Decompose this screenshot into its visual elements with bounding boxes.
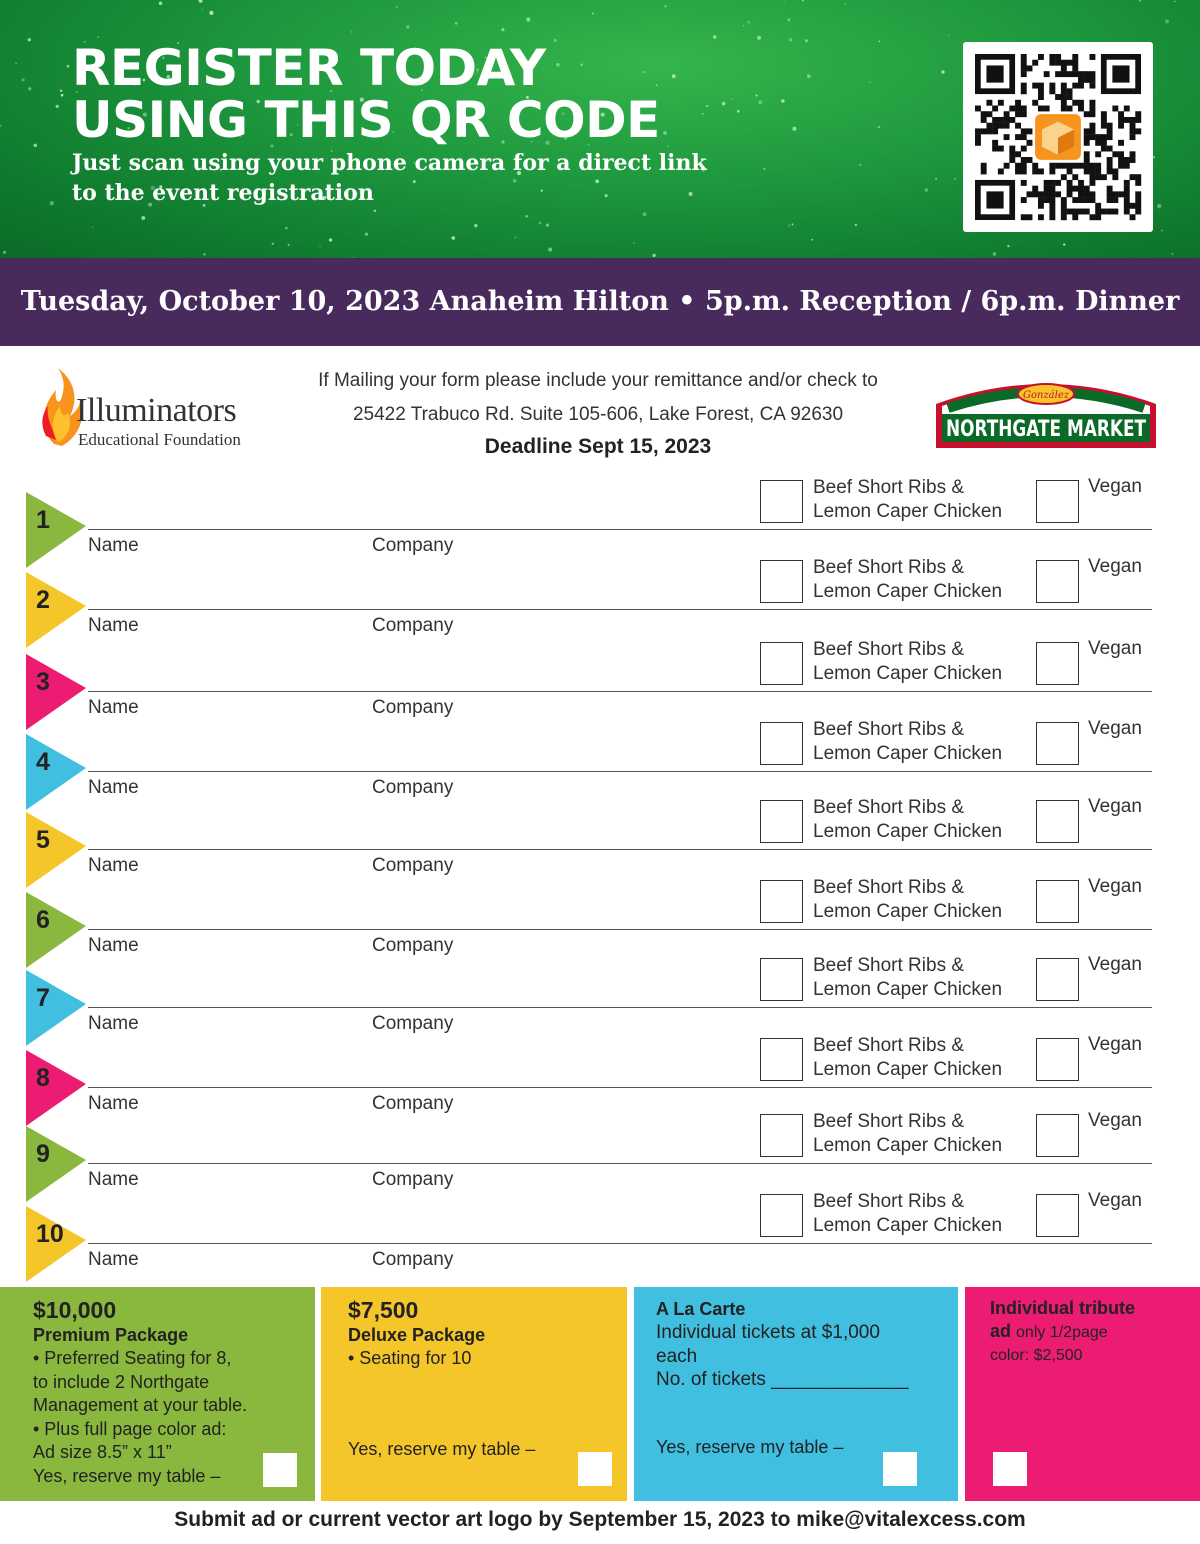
- hero-title: [72, 39, 892, 149]
- registration-row: [0, 948, 1200, 1034]
- company-label: Company: [372, 777, 454, 798]
- registration-row: [0, 790, 1200, 876]
- a-la-carte-reserve-checkbox[interactable]: [883, 1452, 917, 1486]
- qr-code[interactable]: [963, 42, 1153, 232]
- meal-option-label: [813, 718, 1033, 766]
- meal-line1: Beef Short Ribs &: [813, 477, 965, 498]
- meal-option-label: [813, 1190, 1033, 1238]
- beef-chicken-checkbox[interactable]: [760, 1114, 803, 1157]
- premium-price: $10,000: [33, 1297, 117, 1323]
- illuminators-logo-name: Illuminators: [76, 392, 237, 429]
- northgate-name: NORTHGATE MARKET: [946, 417, 1146, 442]
- meal-line1: Beef Short Ribs &: [813, 1035, 965, 1056]
- beef-chicken-checkbox[interactable]: [760, 880, 803, 923]
- deluxe-reserve-checkbox[interactable]: [578, 1452, 612, 1486]
- tribute-title-line1: Individual tribute: [990, 1298, 1136, 1318]
- tribute-title-ad: ad: [990, 1321, 1012, 1341]
- registration-row: [0, 632, 1200, 718]
- vegan-checkbox[interactable]: [1036, 560, 1079, 603]
- name-company-entry-line[interactable]: [88, 529, 1152, 530]
- company-label: Company: [372, 1249, 454, 1270]
- company-label: Company: [372, 855, 454, 876]
- meal-option-label: [813, 638, 1033, 686]
- company-label: Company: [372, 1093, 454, 1114]
- deluxe-package: [321, 1287, 627, 1501]
- vegan-checkbox[interactable]: [1036, 880, 1079, 923]
- hero-title-line1: REGISTER TODAY: [72, 39, 546, 97]
- a-la-carte-line1: Individual tickets at $1,000: [656, 1322, 880, 1343]
- deluxe-line1: • Seating for 10: [348, 1348, 472, 1368]
- name-company-entry-line[interactable]: [88, 1243, 1152, 1244]
- beef-chicken-checkbox[interactable]: [760, 480, 803, 523]
- name-company-entry-line[interactable]: [88, 1163, 1152, 1164]
- name-label: Name: [88, 777, 139, 798]
- vegan-label: Vegan: [1088, 954, 1142, 975]
- meal-option-label: [813, 876, 1033, 924]
- mailing-address: 25422 Trabuco Rd. Suite 105-606, Lake Forest, CA 92630: [352, 404, 844, 425]
- row-number: 10: [36, 1220, 64, 1248]
- meal-line1: Beef Short Ribs &: [813, 639, 965, 660]
- hero-title-line2: USING THIS QR CODE: [72, 91, 660, 149]
- premium-line5: Ad size 8.5” x 11”: [33, 1442, 172, 1462]
- meal-option-label: [813, 954, 1033, 1002]
- premium-line1: • Preferred Seating for 8,: [33, 1348, 232, 1368]
- meal-option-label: [813, 1110, 1033, 1158]
- name-label: Name: [88, 1169, 139, 1190]
- meal-option-label: [813, 476, 1033, 524]
- illuminators-logo-sub: Educational Foundation: [78, 430, 241, 449]
- beef-chicken-checkbox[interactable]: [760, 560, 803, 603]
- meal-line1: Beef Short Ribs &: [813, 1111, 965, 1132]
- name-label: Name: [88, 1013, 139, 1034]
- premium-package: [0, 1287, 315, 1501]
- vegan-label: Vegan: [1088, 638, 1142, 659]
- row-number: 9: [36, 1140, 50, 1168]
- meal-line1: Beef Short Ribs &: [813, 797, 965, 818]
- tribute-price: color: $2,500: [990, 1347, 1083, 1364]
- vegan-label: Vegan: [1088, 476, 1142, 497]
- meal-line2: Lemon Caper Chicken: [813, 901, 1003, 922]
- tribute-checkbox[interactable]: [993, 1452, 1027, 1486]
- meal-line2: Lemon Caper Chicken: [813, 1059, 1003, 1080]
- a-la-carte-ticket-count[interactable]: No. of tickets _____________: [656, 1369, 909, 1390]
- registration-row: [0, 712, 1200, 798]
- name-company-entry-line[interactable]: [88, 771, 1152, 772]
- beef-chicken-checkbox[interactable]: [760, 642, 803, 685]
- vegan-label: Vegan: [1088, 796, 1142, 817]
- vegan-checkbox[interactable]: [1036, 642, 1079, 685]
- name-label: Name: [88, 1249, 139, 1270]
- a-la-carte-reserve-label: Yes, reserve my table –: [656, 1437, 844, 1457]
- northgate-market-logo: [930, 372, 1162, 452]
- name-label: Name: [88, 615, 139, 636]
- name-company-entry-line[interactable]: [88, 929, 1152, 930]
- meal-line1: Beef Short Ribs &: [813, 1191, 965, 1212]
- premium-reserve-checkbox[interactable]: [263, 1453, 297, 1487]
- registration-row: [0, 870, 1200, 956]
- a-la-carte-line2: each: [656, 1345, 698, 1367]
- deadline: Deadline Sept 15, 2023: [484, 435, 712, 458]
- vegan-label: Vegan: [1088, 556, 1142, 577]
- northgate-script: González: [1022, 390, 1070, 401]
- qr-code-icon: [975, 54, 1141, 220]
- vegan-label: Vegan: [1088, 1190, 1142, 1211]
- premium-reserve-label: Yes, reserve my table –: [33, 1465, 221, 1486]
- a-la-carte-package: [634, 1287, 958, 1501]
- row-number: 4: [36, 748, 50, 776]
- name-company-entry-line[interactable]: [88, 1087, 1152, 1088]
- name-company-entry-line[interactable]: [88, 849, 1152, 850]
- company-label: Company: [372, 1169, 454, 1190]
- vegan-label: Vegan: [1088, 876, 1142, 897]
- mailing-instructions: If Mailing your form please include your remittance and/or check to: [318, 370, 878, 391]
- hero-banner: [0, 0, 1200, 258]
- hero-subtitle: [72, 148, 712, 208]
- premium-line3: Management at your table.: [33, 1395, 248, 1415]
- meal-line1: Beef Short Ribs &: [813, 557, 965, 578]
- vegan-checkbox[interactable]: [1036, 722, 1079, 765]
- registration-row: [0, 1028, 1200, 1114]
- tribute-size: only 1/2page: [1016, 1324, 1108, 1341]
- meal-line2: Lemon Caper Chicken: [813, 501, 1003, 522]
- row-number: 7: [36, 984, 50, 1012]
- row-number: 5: [36, 826, 50, 854]
- beef-chicken-checkbox[interactable]: [760, 1038, 803, 1081]
- name-label: Name: [88, 855, 139, 876]
- vegan-checkbox[interactable]: [1036, 1194, 1079, 1237]
- deluxe-price: $7,500: [348, 1297, 419, 1323]
- premium-line2: to include 2 Northgate: [33, 1371, 210, 1392]
- vegan-checkbox[interactable]: [1036, 480, 1079, 523]
- event-details: Tuesday, October 10, 2023 Anaheim Hilton • 5p.m. Reception / 6p.m. Dinner: [20, 286, 1180, 317]
- meal-line2: Lemon Caper Chicken: [813, 821, 1003, 842]
- beef-chicken-checkbox[interactable]: [760, 800, 803, 843]
- row-number: 6: [36, 906, 50, 934]
- name-company-entry-line[interactable]: [88, 609, 1152, 610]
- meal-option-label: [813, 1034, 1033, 1082]
- registration-row: [0, 470, 1200, 556]
- registration-row: [0, 550, 1200, 636]
- meal-line2: Lemon Caper Chicken: [813, 581, 1003, 602]
- name-label: Name: [88, 935, 139, 956]
- row-number: 3: [36, 668, 50, 696]
- vegan-checkbox[interactable]: [1036, 958, 1079, 1001]
- deluxe-reserve-label: Yes, reserve my table –: [348, 1439, 536, 1459]
- a-la-carte-title: A La Carte: [656, 1299, 746, 1319]
- registration-row: [0, 1104, 1200, 1190]
- vegan-checkbox[interactable]: [1036, 1114, 1079, 1157]
- event-date-bar: [0, 258, 1200, 346]
- row-number: 1: [36, 506, 50, 534]
- registration-row: [0, 1184, 1200, 1270]
- company-label: Company: [372, 697, 454, 718]
- name-label: Name: [88, 697, 139, 718]
- company-label: Company: [372, 535, 454, 556]
- beef-chicken-checkbox[interactable]: [760, 1194, 803, 1237]
- meal-line2: Lemon Caper Chicken: [813, 743, 1003, 764]
- row-number: 2: [36, 586, 50, 614]
- company-label: Company: [372, 935, 454, 956]
- meal-line2: Lemon Caper Chicken: [813, 1215, 1003, 1236]
- meal-line1: Beef Short Ribs &: [813, 955, 965, 976]
- hero-subtitle-line2: to the event registration: [72, 180, 374, 206]
- hero-subtitle-line1: Just scan using your phone camera for a direct link: [72, 150, 707, 176]
- meal-line1: Beef Short Ribs &: [813, 719, 965, 740]
- deluxe-name: Deluxe Package: [348, 1325, 486, 1345]
- meal-line1: Beef Short Ribs &: [813, 877, 965, 898]
- row-number: 8: [36, 1064, 50, 1092]
- meal-line2: Lemon Caper Chicken: [813, 979, 1003, 1000]
- name-company-entry-line[interactable]: [88, 1007, 1152, 1008]
- tribute-title-line2: [990, 1320, 1186, 1344]
- beef-chicken-checkbox[interactable]: [760, 722, 803, 765]
- company-label: Company: [372, 615, 454, 636]
- name-label: Name: [88, 1093, 139, 1114]
- vegan-checkbox[interactable]: [1036, 800, 1079, 843]
- meal-line2: Lemon Caper Chicken: [813, 663, 1003, 684]
- meal-option-label: [813, 556, 1033, 604]
- company-label: Company: [372, 1013, 454, 1034]
- vegan-label: Vegan: [1088, 1110, 1142, 1131]
- premium-line4: • Plus full page color ad:: [33, 1418, 227, 1439]
- beef-chicken-checkbox[interactable]: [760, 958, 803, 1001]
- vegan-checkbox[interactable]: [1036, 1038, 1079, 1081]
- vegan-label: Vegan: [1088, 718, 1142, 739]
- vegan-label: Vegan: [1088, 1034, 1142, 1055]
- footer-instructions: Submit ad or current vector art logo by September 15, 2023 to mike@vitalexcess.com: [174, 1508, 1026, 1531]
- premium-name: Premium Package: [33, 1325, 189, 1345]
- name-label: Name: [88, 535, 139, 556]
- tribute-ad-package: [965, 1287, 1200, 1501]
- meal-option-label: [813, 796, 1033, 844]
- name-company-entry-line[interactable]: [88, 691, 1152, 692]
- meal-line2: Lemon Caper Chicken: [813, 1135, 1003, 1156]
